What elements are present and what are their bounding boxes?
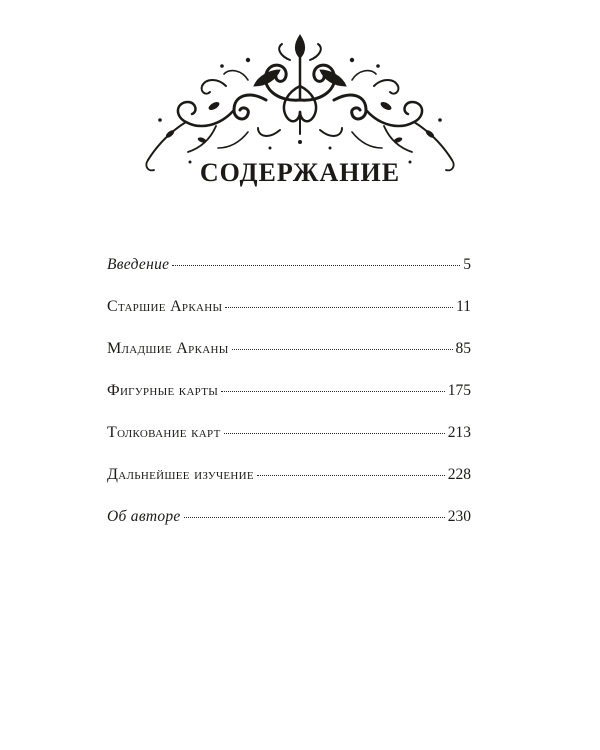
- dot-leader: [225, 307, 453, 308]
- toc-entry-page: 230: [447, 508, 471, 525]
- toc-entry-minor-arcana[interactable]: [107, 340, 471, 382]
- toc-entry-page: 175: [447, 382, 471, 399]
- toc-entry-page: 5: [463, 256, 471, 273]
- dot-leader: [184, 517, 445, 518]
- toc-entry-page: 213: [447, 424, 471, 441]
- toc-entry-page: 228: [447, 466, 471, 483]
- toc-entry-about-author[interactable]: [107, 508, 471, 550]
- toc-entry-page: 85: [455, 340, 471, 357]
- toc-entry-page: 11: [456, 298, 471, 315]
- dot-leader: [257, 475, 445, 476]
- toc-entry-title: Младшие Арканы: [107, 340, 229, 357]
- toc-entry-title: Дальнейшее изучение: [107, 466, 254, 483]
- dot-leader: [221, 391, 445, 392]
- dot-leader: [232, 349, 453, 350]
- toc-entry-card-interpretation[interactable]: [107, 424, 471, 466]
- dot-leader: [172, 265, 460, 266]
- dot-leader: [224, 433, 445, 434]
- toc-entry-title: Об авторе: [107, 508, 181, 525]
- page-title: СОДЕРЖАНИЕ: [199, 158, 401, 187]
- toc-entry-title: Введение: [107, 256, 170, 273]
- toc-entry-introduction[interactable]: [107, 256, 471, 298]
- toc-entry-further-study[interactable]: [107, 466, 471, 508]
- toc-entry-court-cards[interactable]: [107, 382, 471, 424]
- toc-entry-title: Фигурные карты: [107, 382, 219, 399]
- toc-entry-major-arcana[interactable]: [107, 298, 471, 340]
- table-of-contents: [107, 256, 471, 550]
- toc-entry-title: Толкование карт: [107, 424, 221, 441]
- toc-entry-title: Старшие Арканы: [107, 298, 223, 315]
- ornament-flourish-icon: [130, 30, 470, 175]
